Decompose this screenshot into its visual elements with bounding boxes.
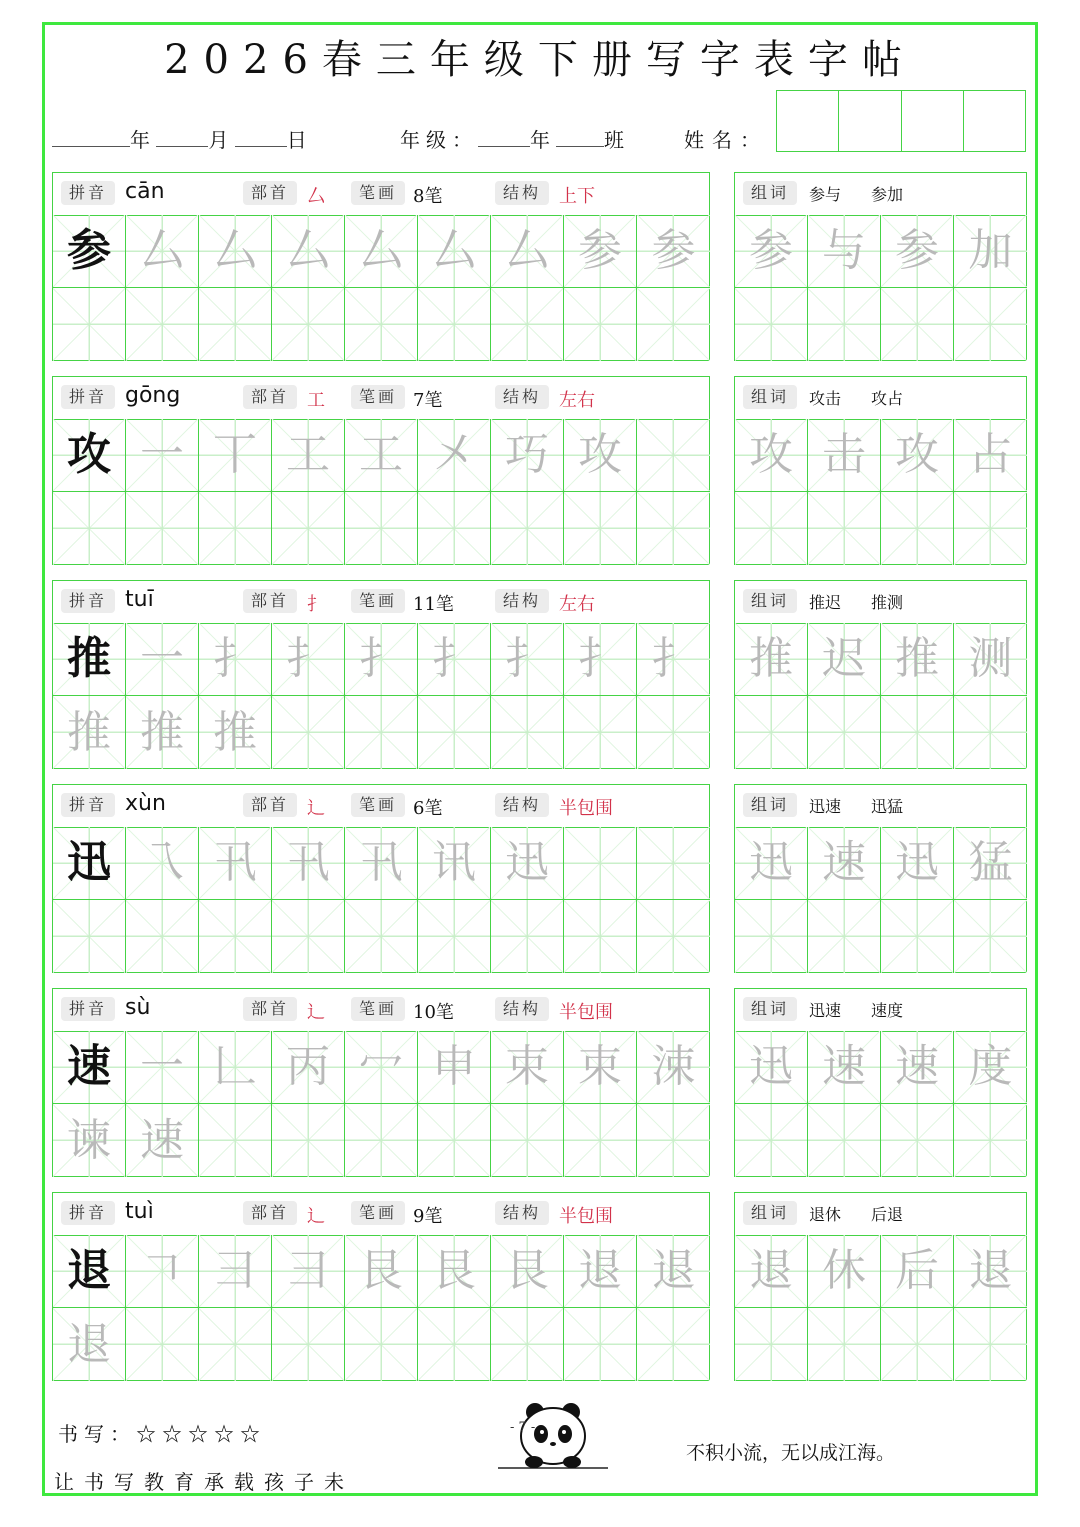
practice-cell[interactable] [345, 1308, 418, 1381]
trace-cell[interactable]: 推 [199, 696, 272, 769]
stroke-order-cell[interactable]: 卂 [199, 827, 272, 900]
practice-cell[interactable] [126, 900, 199, 973]
structure-value: 半包围 [559, 798, 613, 819]
char-block [52, 172, 710, 361]
practice-cell[interactable] [126, 288, 199, 361]
strokes-value: 6笔 [413, 798, 443, 819]
structure-label: 结构 [495, 181, 549, 205]
practice-cell[interactable] [491, 1104, 564, 1177]
stroke-order-cell[interactable]: 彐 [272, 1235, 345, 1308]
model-char[interactable]: 攻 [53, 419, 126, 492]
words-label: 组词 [743, 181, 797, 205]
word-2: 迅猛 [871, 797, 904, 816]
pinyin-label: 拼音 [61, 589, 115, 613]
stroke-order-cell[interactable]: 丅 [199, 419, 272, 492]
practice-cell[interactable] [954, 492, 1027, 565]
stroke-order-cell[interactable]: 卂 [345, 827, 418, 900]
word-trace-cell[interactable]: 速 [808, 827, 881, 900]
char-block [52, 376, 710, 565]
practice-cell[interactable] [735, 1308, 808, 1381]
practice-cell[interactable] [954, 1104, 1027, 1177]
practice-cell[interactable] [954, 288, 1027, 361]
stroke-order-cell[interactable]: 攻 [564, 419, 637, 492]
practice-cell[interactable] [418, 696, 491, 769]
model-char[interactable]: 参 [53, 215, 126, 288]
model-char[interactable]: 速 [53, 1031, 126, 1104]
words-block [734, 376, 1027, 565]
practice-cell[interactable] [735, 288, 808, 361]
pinyin-label: 拼音 [61, 793, 115, 817]
stroke-order-cell[interactable]: 扌 [199, 623, 272, 696]
pinyin-value: tuī [125, 587, 154, 612]
trace-cell[interactable]: 谏 [53, 1104, 126, 1177]
page-title: 2026春三年级下册写字表字帖 [164, 37, 916, 83]
practice-cell[interactable] [491, 900, 564, 973]
trace-cell[interactable]: 速 [126, 1104, 199, 1177]
practice-cell[interactable] [954, 1308, 1027, 1381]
model-char[interactable]: 退 [53, 1235, 126, 1308]
practice-cell[interactable] [199, 900, 272, 973]
word-trace-cell[interactable]: 测 [954, 623, 1027, 696]
word-1: 推迟 [809, 593, 842, 612]
words-block [734, 1192, 1027, 1381]
stroke-order-cell[interactable]: 厶 [418, 215, 491, 288]
practice-cell[interactable] [272, 1308, 345, 1381]
strokes-label: 笔画 [351, 181, 405, 205]
stroke-order-cell[interactable]: 涑 [637, 1031, 710, 1104]
practice-cell[interactable] [272, 696, 345, 769]
stroke-order-cell[interactable]: 扌 [637, 623, 710, 696]
practice-cell[interactable] [199, 1308, 272, 1381]
stroke-order-cell[interactable]: 扌 [491, 623, 564, 696]
name-boxes[interactable] [776, 90, 1026, 152]
pinyin-value: tuì [125, 1199, 154, 1224]
word-trace-cell[interactable]: 速 [881, 1031, 954, 1104]
pinyin-value: xùn [125, 791, 166, 816]
page-number: - 7 - [510, 1420, 536, 1435]
pinyin-label: 拼音 [61, 1201, 115, 1225]
strokes-label: 笔画 [351, 1201, 405, 1225]
char-info [53, 785, 709, 828]
practice-cell[interactable] [272, 900, 345, 973]
radical-value: 辶 [307, 798, 325, 819]
word-trace-cell[interactable]: 后 [881, 1235, 954, 1308]
practice-cell[interactable] [53, 288, 126, 361]
practice-cell[interactable] [808, 900, 881, 973]
practice-cell[interactable] [272, 492, 345, 565]
word-trace-cell[interactable]: 退 [735, 1235, 808, 1308]
word-2: 推测 [871, 593, 904, 612]
rating: 书写：☆☆☆☆☆ [58, 1422, 266, 1446]
words-label: 组词 [743, 793, 797, 817]
practice-cell[interactable] [272, 1104, 345, 1177]
practice-cell[interactable] [808, 1104, 881, 1177]
stroke-order-cell[interactable]: 一 [126, 1031, 199, 1104]
word-trace-cell[interactable]: 参 [735, 215, 808, 288]
strokes-value: 11笔 [413, 594, 454, 615]
strokes-label: 笔画 [351, 589, 405, 613]
structure-label: 结构 [495, 385, 549, 409]
radical-value: 扌 [307, 594, 325, 615]
word-trace-cell[interactable]: 迅 [881, 827, 954, 900]
word-1: 参与 [809, 185, 842, 204]
word-trace-cell[interactable]: 与 [808, 215, 881, 288]
radical-label: 部首 [243, 997, 297, 1021]
stroke-order-cell[interactable]: 束 [491, 1031, 564, 1104]
practice-cell[interactable] [199, 1104, 272, 1177]
word-trace-cell[interactable]: 击 [808, 419, 881, 492]
stroke-order-cell[interactable]: 冖 [345, 1031, 418, 1104]
grade-field: 年级： 年 班 [400, 128, 630, 152]
practice-cell[interactable] [881, 696, 954, 769]
practice-cell[interactable] [954, 696, 1027, 769]
stroke-order-cell[interactable]: 𠃊 [199, 1031, 272, 1104]
stroke-order-cell[interactable]: 工 [345, 419, 418, 492]
strokes-value: 10笔 [413, 1002, 454, 1023]
word-2: 参加 [871, 185, 904, 204]
practice-cell[interactable] [345, 900, 418, 973]
structure-label: 结构 [495, 793, 549, 817]
char-block [52, 988, 710, 1177]
practice-cell[interactable] [345, 1104, 418, 1177]
stroke-order-cell[interactable]: 扌 [272, 623, 345, 696]
stroke-order-cell[interactable]: 㐅 [418, 419, 491, 492]
radical-label: 部首 [243, 385, 297, 409]
radical-value: 辶 [307, 1206, 325, 1227]
radical-label: 部首 [243, 181, 297, 205]
strokes-label: 笔画 [351, 997, 405, 1021]
practice-cell[interactable] [53, 492, 126, 565]
stroke-order-cell[interactable]: 退 [637, 1235, 710, 1308]
char-info [53, 989, 709, 1032]
strokes-value: 8笔 [413, 186, 443, 207]
words-info [735, 581, 1026, 624]
char-info [53, 581, 709, 624]
stroke-order-cell[interactable] [637, 827, 710, 900]
word-1: 攻击 [809, 389, 842, 408]
word-1: 迅速 [809, 797, 842, 816]
words-info [735, 377, 1026, 420]
practice-cell[interactable] [126, 492, 199, 565]
practice-cell[interactable] [881, 1308, 954, 1381]
radical-label: 部首 [243, 793, 297, 817]
practice-cell[interactable] [564, 492, 637, 565]
practice-cell[interactable] [735, 900, 808, 973]
word-trace-cell[interactable]: 迅 [735, 1031, 808, 1104]
trace-cell[interactable]: 推 [126, 696, 199, 769]
practice-cell[interactable] [637, 1104, 710, 1177]
words-label: 组词 [743, 997, 797, 1021]
strokes-label: 笔画 [351, 385, 405, 409]
model-char[interactable]: 推 [53, 623, 126, 696]
practice-cell[interactable] [345, 696, 418, 769]
stroke-order-cell[interactable]: 艮 [491, 1235, 564, 1308]
char-info [53, 173, 709, 216]
stroke-order-cell[interactable]: 厶 [272, 215, 345, 288]
stroke-order-cell[interactable]: 艮 [418, 1235, 491, 1308]
stroke-order-cell[interactable]: 申 [418, 1031, 491, 1104]
practice-cell[interactable] [881, 900, 954, 973]
stroke-order-cell[interactable]: 卂 [272, 827, 345, 900]
pinyin-label: 拼音 [61, 181, 115, 205]
char-info [53, 377, 709, 420]
stroke-order-cell[interactable]: 一 [126, 623, 199, 696]
stroke-order-cell[interactable]: 束 [564, 1031, 637, 1104]
pinyin-label: 拼音 [61, 385, 115, 409]
strokes-value: 7笔 [413, 390, 443, 411]
practice-cell[interactable] [199, 288, 272, 361]
stroke-order-cell[interactable]: 一 [126, 419, 199, 492]
practice-cell[interactable] [881, 492, 954, 565]
words-block [734, 784, 1027, 973]
word-trace-cell[interactable]: 参 [881, 215, 954, 288]
words-block [734, 172, 1027, 361]
stroke-order-cell[interactable]: 𠃍 [126, 1235, 199, 1308]
words-label: 组词 [743, 589, 797, 613]
practice-cell[interactable] [345, 288, 418, 361]
word-trace-cell[interactable]: 迟 [808, 623, 881, 696]
stroke-order-cell[interactable]: 丙 [272, 1031, 345, 1104]
practice-cell[interactable] [418, 1104, 491, 1177]
pinyin-value: cān [125, 179, 165, 204]
word-trace-cell[interactable]: 度 [954, 1031, 1027, 1104]
radical-value: 厶 [307, 186, 325, 207]
words-label: 组词 [743, 385, 797, 409]
structure-value: 半包围 [559, 1206, 613, 1227]
trace-cell[interactable]: 退 [53, 1308, 126, 1381]
structure-label: 结构 [495, 589, 549, 613]
practice-cell[interactable] [126, 1308, 199, 1381]
trace-cell[interactable]: 推 [53, 696, 126, 769]
practice-cell[interactable] [954, 900, 1027, 973]
panda-icon [498, 1400, 608, 1472]
pinyin-label: 拼音 [61, 997, 115, 1021]
word-2: 后退 [871, 1205, 904, 1224]
practice-cell[interactable] [564, 288, 637, 361]
stroke-order-cell[interactable]: 讯 [418, 827, 491, 900]
practice-cell[interactable] [491, 696, 564, 769]
word-2: 攻占 [871, 389, 904, 408]
structure-label: 结构 [495, 1201, 549, 1225]
stroke-order-cell[interactable]: 扌 [345, 623, 418, 696]
practice-cell[interactable] [637, 696, 710, 769]
word-trace-cell[interactable]: 推 [735, 623, 808, 696]
practice-cell[interactable] [53, 900, 126, 973]
practice-cell[interactable] [808, 288, 881, 361]
word-trace-cell[interactable]: 退 [954, 1235, 1027, 1308]
practice-cell[interactable] [418, 1308, 491, 1381]
words-info [735, 785, 1026, 828]
structure-value: 左右 [559, 594, 595, 615]
word-2: 速度 [871, 1001, 904, 1020]
radical-label: 部首 [243, 589, 297, 613]
practice-cell[interactable] [199, 492, 272, 565]
model-char[interactable]: 迅 [53, 827, 126, 900]
word-1: 迅速 [809, 1001, 842, 1020]
strokes-value: 9笔 [413, 1206, 443, 1227]
stroke-order-cell[interactable]: 参 [564, 215, 637, 288]
practice-cell[interactable] [808, 696, 881, 769]
stroke-order-cell[interactable]: 参 [637, 215, 710, 288]
practice-cell[interactable] [418, 900, 491, 973]
words-label: 组词 [743, 1201, 797, 1225]
structure-value: 左右 [559, 390, 595, 411]
practice-cell[interactable] [345, 492, 418, 565]
words-info [735, 1193, 1026, 1236]
word-trace-cell[interactable]: 攻 [735, 419, 808, 492]
stroke-order-cell[interactable]: 厶 [491, 215, 564, 288]
practice-cell[interactable] [637, 492, 710, 565]
char-info [53, 1193, 709, 1236]
name-label: 姓名： [684, 128, 768, 152]
word-trace-cell[interactable]: 速 [808, 1031, 881, 1104]
slogan: 让书写教育承载孩子未 [54, 1470, 354, 1494]
word-1: 退休 [809, 1205, 842, 1224]
practice-cell[interactable] [272, 288, 345, 361]
word-trace-cell[interactable]: 迅 [735, 827, 808, 900]
word-trace-cell[interactable]: 加 [954, 215, 1027, 288]
motto: 不积小流，无以成江海。 [686, 1442, 896, 1464]
structure-label: 结构 [495, 997, 549, 1021]
word-trace-cell[interactable]: 休 [808, 1235, 881, 1308]
stroke-order-cell[interactable]: 厶 [199, 215, 272, 288]
radical-label: 部首 [243, 1201, 297, 1225]
date-field: 年 月 日 [52, 124, 307, 153]
stroke-order-cell[interactable]: 扌 [564, 623, 637, 696]
char-block [52, 580, 710, 769]
practice-cell[interactable] [637, 1308, 710, 1381]
stroke-order-cell[interactable] [637, 419, 710, 492]
words-info [735, 989, 1026, 1032]
practice-cell[interactable] [735, 492, 808, 565]
stroke-order-cell[interactable]: 乁 [126, 827, 199, 900]
stroke-order-cell[interactable]: 巧 [491, 419, 564, 492]
practice-cell[interactable] [564, 1104, 637, 1177]
char-block [52, 784, 710, 973]
strokes-label: 笔画 [351, 793, 405, 817]
practice-cell[interactable] [564, 1308, 637, 1381]
stroke-order-cell[interactable]: 艮 [345, 1235, 418, 1308]
word-trace-cell[interactable]: 攻 [881, 419, 954, 492]
stroke-order-cell[interactable] [564, 827, 637, 900]
practice-cell[interactable] [491, 492, 564, 565]
stroke-order-cell[interactable]: 工 [272, 419, 345, 492]
practice-cell[interactable] [564, 696, 637, 769]
word-trace-cell[interactable]: 猛 [954, 827, 1027, 900]
structure-value: 上下 [559, 186, 595, 207]
practice-cell[interactable] [881, 288, 954, 361]
stroke-order-cell[interactable]: 厶 [126, 215, 199, 288]
stroke-order-cell[interactable]: 彐 [199, 1235, 272, 1308]
char-block [52, 1192, 710, 1381]
practice-cell[interactable] [808, 1308, 881, 1381]
practice-cell[interactable] [735, 1104, 808, 1177]
practice-cell[interactable] [564, 900, 637, 973]
practice-cell[interactable] [491, 288, 564, 361]
star-rating[interactable]: ☆☆☆☆☆ [136, 1422, 266, 1446]
radical-value: 辶 [307, 1002, 325, 1023]
stroke-order-cell[interactable]: 退 [564, 1235, 637, 1308]
practice-cell[interactable] [808, 492, 881, 565]
pinyin-value: sù [125, 995, 151, 1020]
practice-cell[interactable] [735, 696, 808, 769]
stroke-order-cell[interactable]: 扌 [418, 623, 491, 696]
stroke-order-cell[interactable]: 厶 [345, 215, 418, 288]
stroke-order-cell[interactable]: 迅 [491, 827, 564, 900]
word-trace-cell[interactable]: 占 [954, 419, 1027, 492]
word-trace-cell[interactable]: 推 [881, 623, 954, 696]
practice-cell[interactable] [637, 288, 710, 361]
words-block [734, 580, 1027, 769]
practice-cell[interactable] [418, 492, 491, 565]
practice-cell[interactable] [418, 288, 491, 361]
words-block [734, 988, 1027, 1177]
structure-value: 半包围 [559, 1002, 613, 1023]
practice-cell[interactable] [637, 900, 710, 973]
pinyin-value: gōng [125, 383, 181, 408]
radical-value: 工 [307, 390, 325, 411]
words-info [735, 173, 1026, 216]
practice-cell[interactable] [491, 1308, 564, 1381]
practice-cell[interactable] [881, 1104, 954, 1177]
